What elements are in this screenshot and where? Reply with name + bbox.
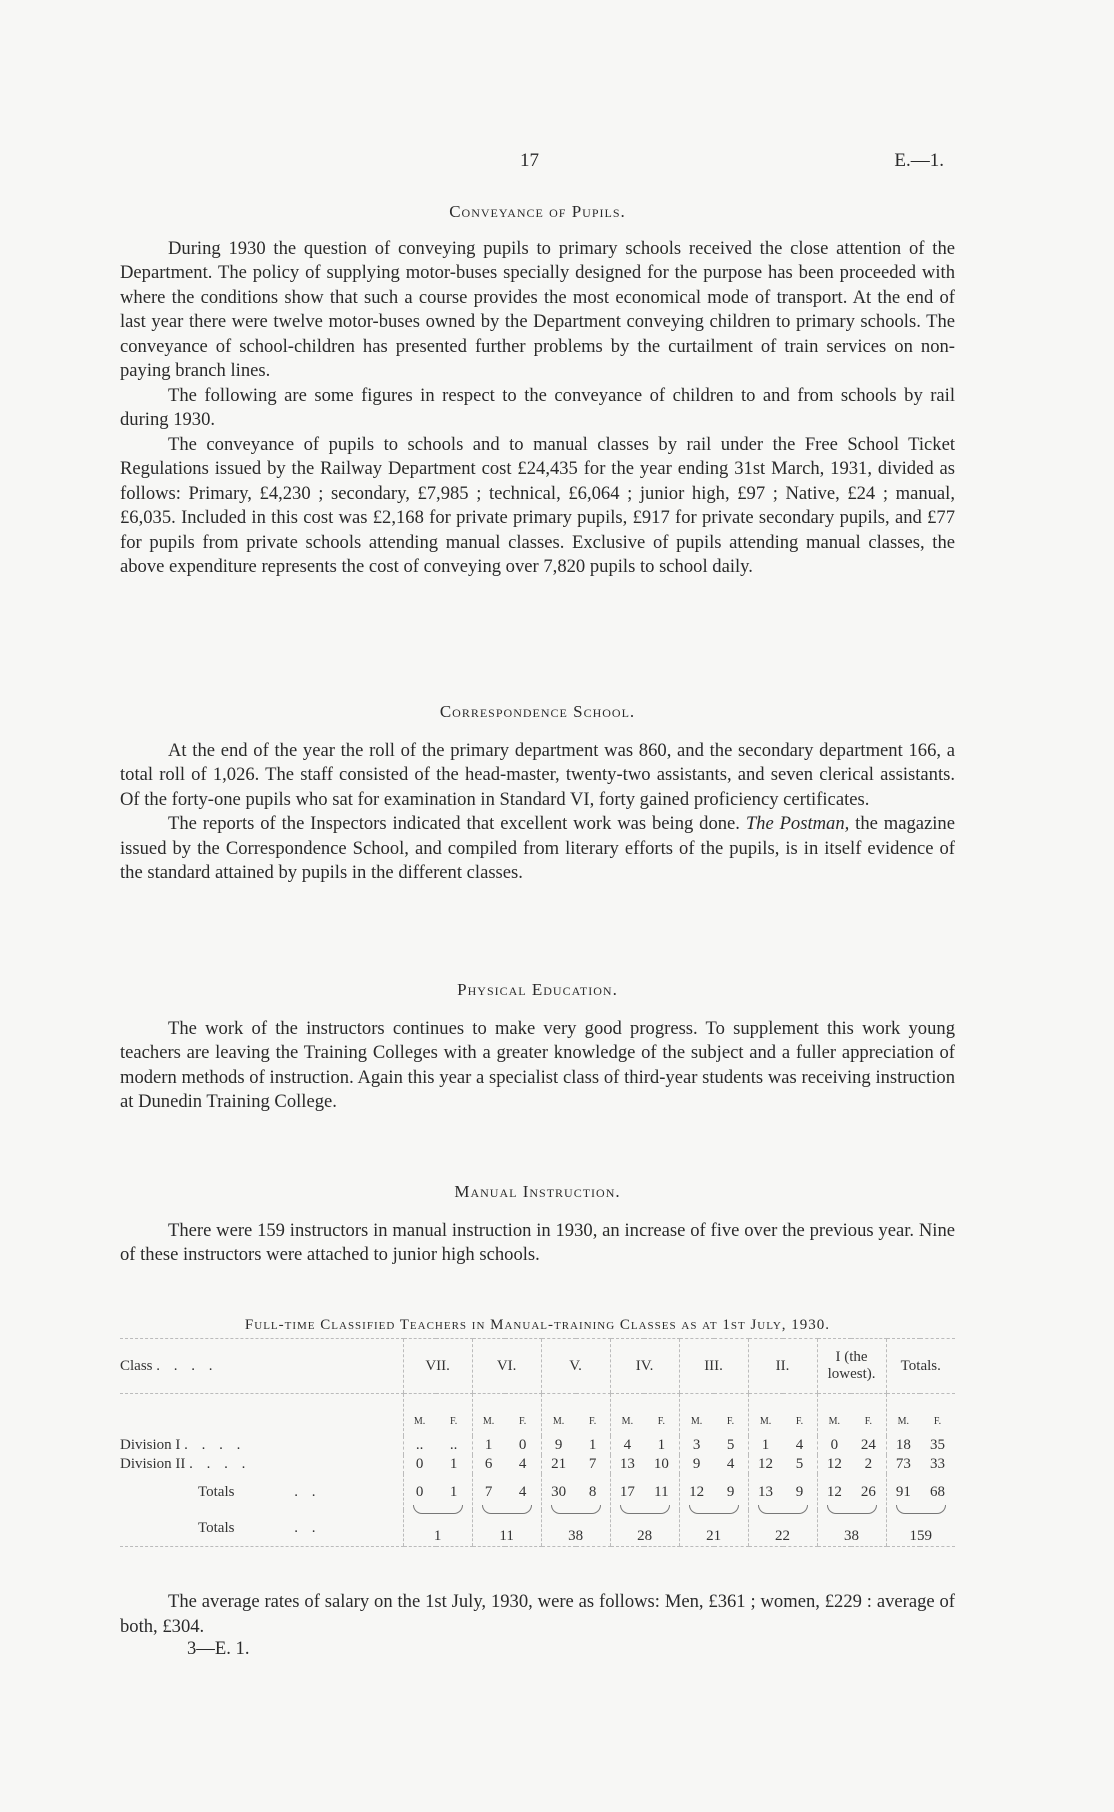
col-header: VII. bbox=[403, 1339, 472, 1394]
row-label-text: Division I bbox=[120, 1437, 181, 1453]
female-subheader: F. bbox=[449, 1415, 458, 1427]
grand-total-value: 38 bbox=[568, 1528, 584, 1544]
grand-totals-label: Totals bbox=[198, 1519, 235, 1536]
table-cell: 1 bbox=[588, 1437, 597, 1453]
table-cell: 4 bbox=[518, 1456, 527, 1472]
table-cell: 13 bbox=[610, 1455, 644, 1474]
male-subheader: M. bbox=[541, 1394, 575, 1437]
row-label: Totals . . bbox=[198, 1483, 321, 1500]
table-cell: 0 bbox=[518, 1437, 527, 1453]
grand-total-cell bbox=[748, 1510, 817, 1547]
document-reference: E.—1. bbox=[894, 150, 944, 171]
male-subheader: M. bbox=[472, 1394, 504, 1437]
brace-mark bbox=[620, 1505, 670, 1514]
paragraph: There were 159 instructors in manual instruction in 1930, an increase of five over the previous year. Nine of these instructors were attached to junior high schools. bbox=[120, 1219, 955, 1265]
totals-cell: 1 bbox=[449, 1483, 458, 1500]
female-subheader: F. bbox=[588, 1415, 597, 1427]
section-conveyance bbox=[120, 200, 955, 580]
brace-mark bbox=[827, 1505, 877, 1514]
heading-conveyance: Conveyance of Pupils. bbox=[449, 202, 626, 221]
table-row bbox=[120, 1455, 955, 1474]
leader-dots: . . . . bbox=[184, 1437, 246, 1453]
col-header: II. bbox=[748, 1339, 817, 1394]
paragraph: The conveyance of pupils to schools and to manual classes by rail under the Free School Ticket Regulations issued by the Railway Department cost £24,435 for the year ending 31st March, 1931, divided as follows: Primary, £4,230 ; secondary, £7,985 ; technical, £6,064 ; junior high, £97 ; Native, £24 ; manual, £6,035. Included in this cost was £2,168 for private primary pupils, £917 for private secondary pupils, and £77 for pupils from private schools attending manual classes. Exclusive of pupils attending manual classes, the above expenditure represents the cost of conveying over 7,820 pupils to school daily. bbox=[120, 433, 955, 577]
table-cell: 9 bbox=[679, 1455, 713, 1474]
brace-mark bbox=[758, 1505, 808, 1514]
grand-totals-row bbox=[120, 1510, 955, 1547]
totals-cell: 13 bbox=[748, 1474, 782, 1510]
totals-cell: 4 bbox=[518, 1483, 527, 1500]
table-cell: 18 bbox=[886, 1436, 920, 1455]
brace-mark bbox=[551, 1505, 601, 1514]
col-header: VI. bbox=[472, 1339, 541, 1394]
col-header: V. bbox=[541, 1339, 610, 1394]
male-subheader: M. bbox=[886, 1394, 920, 1437]
class-label: Class bbox=[120, 1357, 153, 1374]
brace-mark bbox=[896, 1505, 946, 1514]
paragraph: The work of the instructors continues to make very good progress. To supplement this work young teachers are leaving the Training Colleges with a greater knowledge of the subject and a fuller appreciation of modern methods of instruction. Again this year a specialist class of third-year students was receiving instruction at Dunedin Training College. bbox=[120, 1017, 955, 1112]
brace-mark bbox=[413, 1505, 463, 1514]
section-salary bbox=[120, 1590, 955, 1639]
table-header-row bbox=[120, 1339, 955, 1394]
sex-subheader-row bbox=[120, 1394, 955, 1437]
paragraph: At the end of the year the roll of the primary department was 860, and the secondary department 166, a total roll of 1,026. The staff consisted of the head-master, twenty-two assistants, and seven clerical assistants. Of the forty-one pupils who sat for examination in Standard VI, forty gained proficiency certificates. bbox=[120, 739, 955, 810]
row-label bbox=[120, 1455, 403, 1474]
row-label bbox=[120, 1436, 403, 1455]
table-cell: 1 bbox=[657, 1437, 666, 1453]
col-header: III. bbox=[679, 1339, 748, 1394]
totals-cell: 12 bbox=[817, 1474, 851, 1510]
col-header: Totals. bbox=[886, 1339, 955, 1394]
grand-total-cell bbox=[610, 1510, 679, 1547]
male-subheader: M. bbox=[610, 1394, 644, 1437]
grand-total-cell bbox=[472, 1510, 541, 1547]
brace-mark bbox=[689, 1505, 739, 1514]
paragraph-text: The reports of the Inspectors indicated that excellent work was being done. bbox=[168, 813, 740, 834]
grand-total-value: 38 bbox=[844, 1528, 860, 1544]
table-cell: 2 bbox=[864, 1456, 873, 1472]
table-cell: 4 bbox=[726, 1456, 735, 1472]
female-subheader: F. bbox=[518, 1415, 527, 1427]
female-subheader: F. bbox=[726, 1415, 735, 1427]
totals-cell: 30 bbox=[541, 1474, 575, 1510]
col-header: IV. bbox=[610, 1339, 679, 1394]
totals-cell: 17 bbox=[610, 1474, 644, 1510]
leader-dots: . . . . bbox=[156, 1357, 218, 1374]
leader-dots: . . . . bbox=[189, 1456, 251, 1472]
table-cell: 3 bbox=[679, 1436, 713, 1455]
table-cell: .. bbox=[403, 1436, 435, 1455]
col-header: I (the lowest). bbox=[817, 1339, 886, 1394]
grand-total-cell bbox=[817, 1510, 886, 1547]
class-column-header bbox=[120, 1339, 403, 1394]
heading-correspondence: Correspondence School. bbox=[439, 702, 636, 721]
paragraph: The following are some figures in respect to the conveyance of children to and from schools by rail during 1930. bbox=[120, 384, 955, 430]
section-correspondence bbox=[120, 700, 955, 886]
totals-cell: 91 bbox=[886, 1474, 920, 1510]
male-subheader: M. bbox=[679, 1394, 713, 1437]
totals-cell: 11 bbox=[654, 1483, 669, 1500]
section-physical bbox=[120, 978, 955, 1115]
table-cell: 12 bbox=[748, 1455, 782, 1474]
page-number: 17 bbox=[520, 150, 539, 171]
paragraph bbox=[120, 812, 955, 886]
table-cell: .. bbox=[449, 1437, 458, 1453]
paragraph: The average rates of salary on the 1st July, 1930, were as follows: Men, £361 ; women, £229 : average of both, £304. bbox=[120, 1591, 955, 1637]
table-caption: Full-time Classified Teachers in Manual-training Classes as at 1st July, 1930. bbox=[244, 1317, 831, 1333]
grand-total-value: 11 bbox=[499, 1528, 514, 1544]
totals-cell: 12 bbox=[679, 1474, 713, 1510]
magazine-title: The Postman, bbox=[745, 813, 850, 834]
manual-teachers-table bbox=[120, 1338, 955, 1547]
table-cell: 1 bbox=[472, 1436, 504, 1455]
totals-cell: 8 bbox=[588, 1483, 597, 1500]
table-cell: 21 bbox=[541, 1455, 575, 1474]
table-row bbox=[120, 1436, 955, 1455]
table-cell: 24 bbox=[860, 1437, 876, 1453]
table-cell: 1 bbox=[449, 1456, 458, 1472]
table-cell: 10 bbox=[653, 1456, 669, 1472]
grand-total-value: 22 bbox=[775, 1528, 791, 1544]
table-cell: 5 bbox=[795, 1456, 804, 1472]
male-subheader: M. bbox=[403, 1394, 435, 1437]
table-cell: 73 bbox=[886, 1455, 920, 1474]
paragraph: During 1930 the question of conveying pupils to primary schools received the close attention of the Department. The policy of supplying motor-buses specially designed for the purpose has been proceeded with where the conditions show that such a course provides the most economical mode of transport. At the end of last year there were twelve motor-buses owned by the Department conveying children to primary schools. The conveyance of school-children has presented further problems by the curtailment of train services on non-paying branch lines. bbox=[120, 237, 955, 381]
totals-cell: 9 bbox=[726, 1483, 735, 1500]
male-subheader: M. bbox=[817, 1394, 851, 1437]
page-header bbox=[0, 150, 1114, 184]
female-subheader: F. bbox=[657, 1415, 665, 1427]
table-cell: 7 bbox=[588, 1456, 597, 1472]
section-manual bbox=[120, 1180, 955, 1268]
male-subheader: M. bbox=[748, 1394, 782, 1437]
signature-mark: 3—E. 1. bbox=[187, 1638, 250, 1659]
brace-mark bbox=[482, 1505, 532, 1514]
grand-total-cell bbox=[679, 1510, 748, 1547]
totals-label: Totals bbox=[198, 1483, 235, 1500]
table-cell: 12 bbox=[817, 1455, 851, 1474]
table-cell: 9 bbox=[541, 1436, 575, 1455]
empty-cell bbox=[120, 1394, 403, 1437]
grand-total-cell bbox=[541, 1510, 610, 1547]
row-label: Totals . . bbox=[120, 1510, 403, 1547]
table-cell: 1 bbox=[748, 1436, 782, 1455]
grand-total-cell bbox=[403, 1510, 472, 1547]
heading-manual: Manual Instruction. bbox=[454, 1182, 621, 1201]
table-cell: 0 bbox=[403, 1455, 435, 1474]
female-subheader: F. bbox=[864, 1415, 872, 1427]
totals-cell: 9 bbox=[795, 1483, 804, 1500]
table-cell: 4 bbox=[795, 1437, 804, 1453]
grand-total-value: 159 bbox=[909, 1528, 933, 1544]
totals-cell: 68 bbox=[930, 1483, 946, 1500]
table-cell: 0 bbox=[817, 1436, 851, 1455]
grand-total-value: 21 bbox=[706, 1528, 722, 1544]
paragraph-text: the magazine issued by the Correspondence School, and compiled from literary efforts of the pupils, is in itself evidence of the standard attained by pupils in the different classes. bbox=[120, 813, 955, 883]
row-label-text: Division II bbox=[120, 1456, 186, 1472]
heading-physical: Physical Education. bbox=[457, 980, 618, 999]
grand-total-value: 1 bbox=[433, 1528, 442, 1544]
grand-total-cell bbox=[886, 1510, 955, 1547]
table-cell: 33 bbox=[930, 1456, 946, 1472]
totals-cell: 7 bbox=[472, 1474, 504, 1510]
grand-total-value: 28 bbox=[637, 1528, 653, 1544]
totals-cell: 26 bbox=[860, 1483, 876, 1500]
table-cell: 35 bbox=[930, 1437, 946, 1453]
table-cell: 5 bbox=[726, 1437, 735, 1453]
table-cell: 6 bbox=[472, 1455, 504, 1474]
totals-cell: 0 bbox=[403, 1474, 435, 1510]
table-cell: 4 bbox=[610, 1436, 644, 1455]
female-subheader: F. bbox=[795, 1415, 804, 1427]
female-subheader: F. bbox=[933, 1415, 942, 1427]
